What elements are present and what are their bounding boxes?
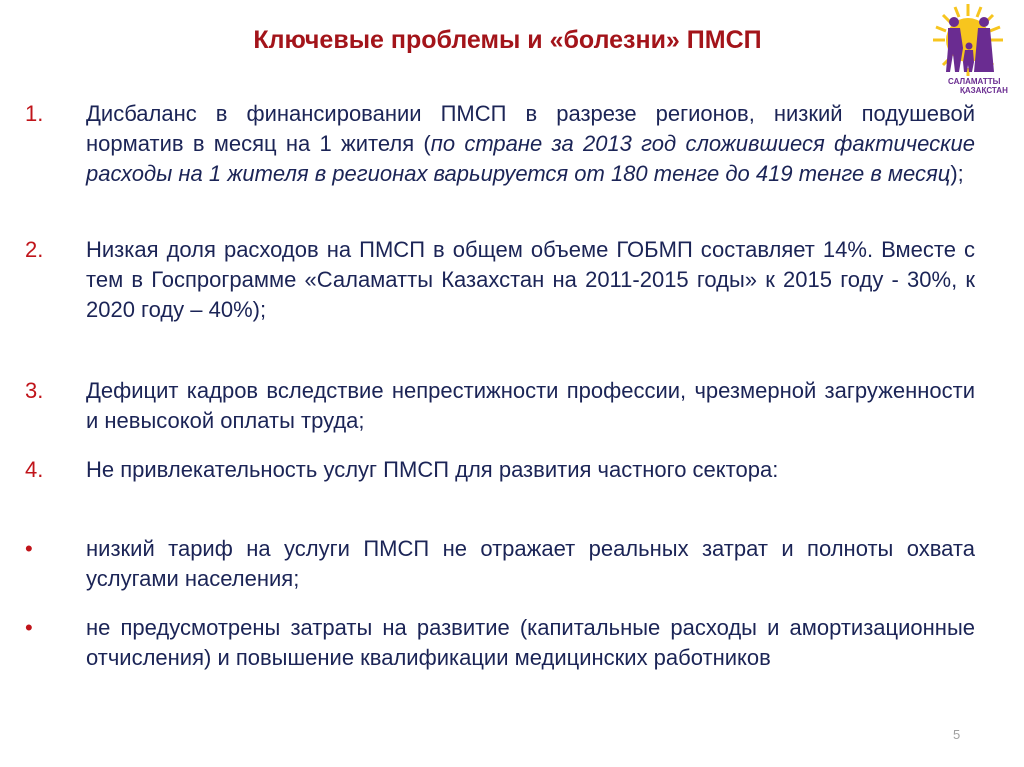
item-number: 3. — [25, 378, 44, 403]
list-item-3 — [25, 376, 975, 436]
item-number: 2. — [25, 237, 44, 262]
bullet-marker: • — [25, 615, 33, 640]
item-text: Дефицит кадров вследствие непрестижности профессии, чрезмерной загруженности и невысокой оплаты труда; — [86, 378, 975, 433]
item-text: не предусмотрены затраты на развитие (капитальные расходы и амортизационные отчисления) и повышение квалификации медицинских работников — [86, 615, 975, 670]
list-item-4 — [25, 455, 975, 485]
svg-text:САЛАМАТТЫ: САЛАМАТТЫ — [948, 77, 1001, 86]
italic-text-part: по стране за 2013 год сложившиеся фактические расходы на 1 жителя в регионах варьируется от 180 тенге до 419 тенге в месяц — [86, 131, 975, 186]
text-part: ); — [950, 161, 964, 186]
bullet-marker: • — [25, 536, 33, 561]
item-text — [86, 99, 975, 189]
item-number: 1. — [25, 101, 44, 126]
list-item-2 — [25, 235, 975, 325]
item-text: Не привлекательность услуг ПМСП для развития частного сектора: — [86, 457, 779, 482]
salamatty-kazakhstan-logo — [918, 2, 1018, 94]
svg-text:ҚАЗАҚСТАН: ҚАЗАҚСТАН — [960, 86, 1008, 94]
item-text: Низкая доля расходов на ПМСП в общем объеме ГОБМП составляет 14%. Вместе с тем в Госпрограмме «Саламатты Казахстан на 2011-2015 годы» к 2015 году - 30%, к 2020 году – 40%); — [86, 237, 975, 322]
slide-title: Ключевые проблемы и «болезни» ПМСП — [253, 26, 762, 54]
bullet-item-2 — [25, 613, 975, 673]
item-number: 4. — [25, 457, 44, 482]
text-part: Дисбаланс в финансировании ПМСП в разрезе регионов, низкий подушевой норматив в месяц на 1 жителя ( — [86, 101, 975, 156]
list-item-1 — [25, 99, 975, 189]
bullet-item-1 — [25, 534, 975, 594]
item-text: низкий тариф на услуги ПМСП не отражает реальных затрат и полноты охвата услугами населения; — [86, 536, 975, 591]
page-number: 5 — [953, 727, 961, 742]
